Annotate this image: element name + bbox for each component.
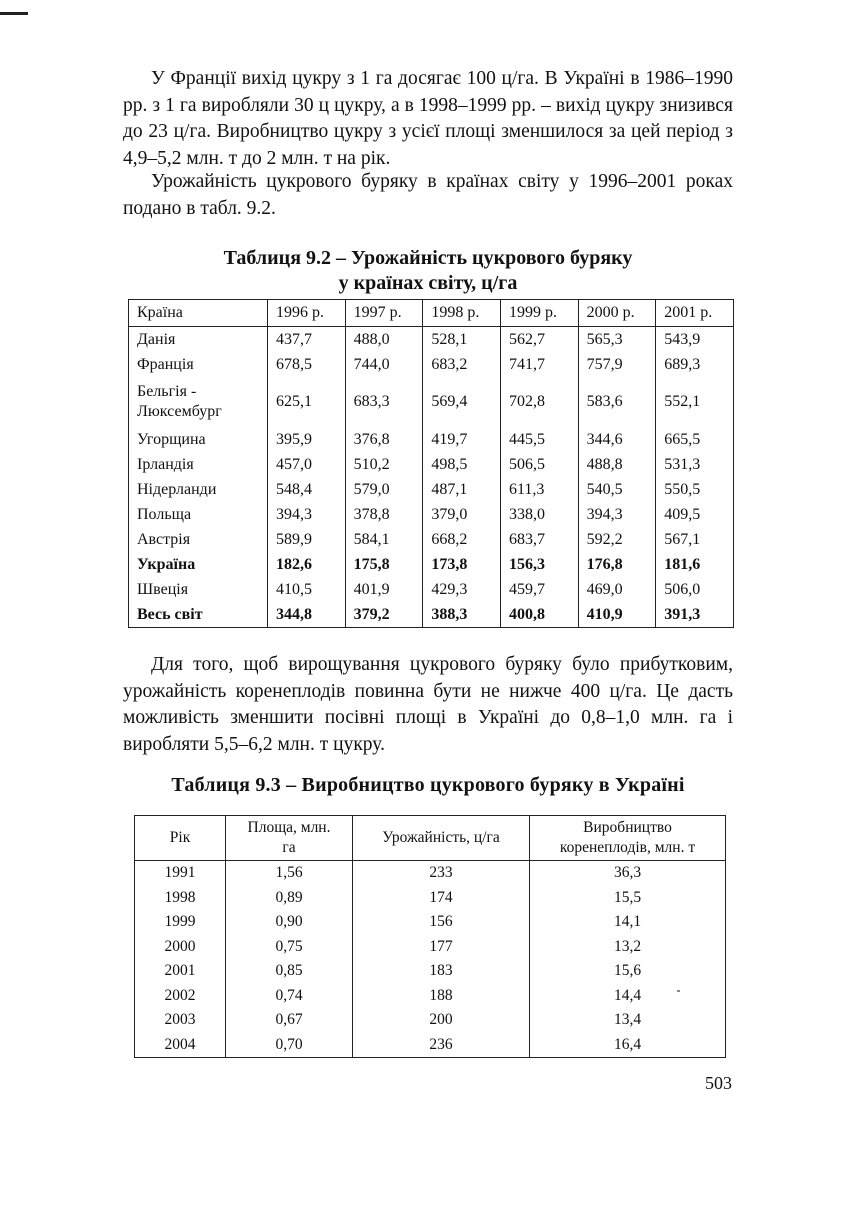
table-row [129,327,734,353]
value-cell: 683,2 [423,352,501,377]
value-cell: 376,8 [345,427,423,452]
table-row [129,477,734,502]
value-cell: 583,6 [578,377,656,427]
value-cell: 510,2 [345,452,423,477]
area-cell: 0,74 [226,984,353,1009]
value-cell: 175,8 [345,552,423,577]
value-cell: 409,5 [656,502,734,527]
header-year: Рік [135,816,226,861]
production-cell: 14,4 [530,984,726,1009]
table-9-3-ukraine-production [134,815,726,1058]
table-row-world-total [129,602,734,628]
value-cell: 683,7 [500,527,578,552]
header-country: Країна [129,300,268,327]
country-cell [129,377,268,427]
value-cell: 569,4 [423,377,501,427]
area-cell: 0,89 [226,886,353,911]
yield-cell: 188 [353,984,530,1009]
country-cell: Австрія [129,527,268,552]
value-cell: 611,3 [500,477,578,502]
table-row [135,910,726,935]
country-cell: Україна [129,552,268,577]
yield-cell: 233 [353,861,530,886]
value-cell: 678,5 [268,352,346,377]
value-cell: 543,9 [656,327,734,353]
country-cell: Весь світ [129,602,268,628]
paragraph-profitability: Для того, щоб вирощування цукрового буряку було прибутковим, урожайність коренеплодів повинна бути не нижче 400 ц/га. Це дасть можливість зменшити посівні площі в Україні до 0,8–1,0 млн. га і виробляти 5,5–6,2 млн. т цукру. [123,654,733,755]
value-cell: 394,3 [578,502,656,527]
value-cell: 395,9 [268,427,346,452]
value-cell: 702,8 [500,377,578,427]
country-cell: Франція [129,352,268,377]
table-header-row [129,300,734,327]
yield-cell: 177 [353,935,530,960]
table-row [135,886,726,911]
table-row [129,502,734,527]
value-cell: 379,0 [423,502,501,527]
country-line-1: Бельгія - [137,383,197,400]
value-cell: 410,9 [578,602,656,628]
table-row [135,935,726,960]
value-cell: 394,3 [268,502,346,527]
production-cell: 16,4 [530,1033,726,1058]
value-cell: 156,3 [500,552,578,577]
table-row [135,1033,726,1058]
value-cell: 548,4 [268,477,346,502]
value-cell: 540,5 [578,477,656,502]
header-area-line-2: га [282,839,296,856]
value-cell: 552,1 [656,377,734,427]
value-cell: 173,8 [423,552,501,577]
country-cell: Ірландія [129,452,268,477]
value-cell: 401,9 [345,577,423,602]
value-cell: 391,3 [656,602,734,628]
value-cell: 579,0 [345,477,423,502]
value-cell: 668,2 [423,527,501,552]
year-cell: 1998 [135,886,226,911]
value-cell: 562,7 [500,327,578,353]
table-row [129,377,734,427]
country-cell: Нідерланди [129,477,268,502]
value-cell: 498,5 [423,452,501,477]
table-row [129,577,734,602]
value-cell: 469,0 [578,577,656,602]
area-cell: 1,56 [226,861,353,886]
value-cell: 459,7 [500,577,578,602]
header-1997: 1997 р. [345,300,423,327]
header-yield: Урожайність, ц/га [353,816,530,861]
table-row [135,984,726,1009]
scan-speck [677,990,680,992]
area-cell: 0,75 [226,935,353,960]
table-header-row [135,816,726,861]
table-row [129,427,734,452]
value-cell: 531,3 [656,452,734,477]
production-cell: 15,5 [530,886,726,911]
header-production-line-2: коренеплодів, млн. т [559,839,696,856]
header-production-line-1: Виробництво [583,819,672,836]
header-area [226,816,353,861]
production-cell: 13,4 [530,1008,726,1033]
value-cell: 379,2 [345,602,423,628]
value-cell: 445,5 [500,427,578,452]
caption-line-2: у країнах світу, ц/га [338,272,518,294]
value-cell: 506,0 [656,577,734,602]
value-cell: 410,5 [268,577,346,602]
yield-cell: 200 [353,1008,530,1033]
country-cell: Угорщина [129,427,268,452]
year-cell: 2001 [135,959,226,984]
value-cell: 665,5 [656,427,734,452]
header-1999: 1999 р. [500,300,578,327]
year-cell: 2003 [135,1008,226,1033]
table-row [129,352,734,377]
value-cell: 592,2 [578,527,656,552]
value-cell: 181,6 [656,552,734,577]
value-cell: 589,9 [268,527,346,552]
header-area-line-1: Площа, млн. [247,819,331,836]
country-cell: Швеція [129,577,268,602]
page-number: 503 [705,1073,732,1093]
value-cell: 528,1 [423,327,501,353]
production-cell: 36,3 [530,861,726,886]
table-row [135,1008,726,1033]
table-9-2-yield-by-country [128,299,734,628]
value-cell: 488,8 [578,452,656,477]
year-cell: 2000 [135,935,226,960]
header-2001: 2001 р. [656,300,734,327]
table-row [135,959,726,984]
caption-line-1: Таблиця 9.2 – Урожайність цукрового буряку [223,247,633,269]
table-9-2-caption [123,246,733,296]
area-cell: 0,90 [226,910,353,935]
year-cell: 2004 [135,1033,226,1058]
yield-cell: 174 [353,886,530,911]
value-cell: 487,1 [423,477,501,502]
header-2000: 2000 р. [578,300,656,327]
value-cell: 689,3 [656,352,734,377]
value-cell: 429,3 [423,577,501,602]
yield-cell: 183 [353,959,530,984]
paragraph-table-reference: Урожайність цукрового буряку в країнах світу у 1996–2001 роках подано в табл. 9.2. [123,171,733,219]
table-row-ukraine [129,552,734,577]
header-1998: 1998 р. [423,300,501,327]
value-cell: 488,0 [345,327,423,353]
production-cell: 14,1 [530,910,726,935]
table-row [129,527,734,552]
value-cell: 378,8 [345,502,423,527]
value-cell: 565,3 [578,327,656,353]
paragraph-france-sugar-yield: У Франції вихід цукру з 1 га досягає 100 ц/га. В Україні в 1986–1990 рр. з 1 га виробляли 30 ц цукру, а в 1998–1999 рр. – вихід цукру знизився до 23 ц/га. Виробництво цукру з усієї площі зменшилося за цей період з 4,9–5,2 млн. т до 2 млн. т на рік. [123,68,733,169]
value-cell: 344,6 [578,427,656,452]
year-cell: 1999 [135,910,226,935]
value-cell: 344,8 [268,602,346,628]
value-cell: 419,7 [423,427,501,452]
country-line-2: Люксембург [137,403,222,420]
header-production [530,816,726,861]
value-cell: 683,3 [345,377,423,427]
value-cell: 741,7 [500,352,578,377]
country-cell: Данія [129,327,268,353]
corner-mark [0,12,28,15]
value-cell: 744,0 [345,352,423,377]
value-cell: 400,8 [500,602,578,628]
area-cell: 0,85 [226,959,353,984]
header-1996: 1996 р. [268,300,346,327]
yield-cell: 156 [353,910,530,935]
value-cell: 757,9 [578,352,656,377]
value-cell: 338,0 [500,502,578,527]
value-cell: 182,6 [268,552,346,577]
value-cell: 550,5 [656,477,734,502]
year-cell: 2002 [135,984,226,1009]
production-cell: 13,2 [530,935,726,960]
table-row [135,861,726,886]
production-cell: 15,6 [530,959,726,984]
area-cell: 0,67 [226,1008,353,1033]
yield-cell: 236 [353,1033,530,1058]
table-row [129,452,734,477]
value-cell: 567,1 [656,527,734,552]
value-cell: 176,8 [578,552,656,577]
country-cell: Польща [129,502,268,527]
area-cell: 0,70 [226,1033,353,1058]
value-cell: 625,1 [268,377,346,427]
value-cell: 388,3 [423,602,501,628]
value-cell: 584,1 [345,527,423,552]
table-9-3-caption: Таблиця 9.3 – Виробництво цукрового буряку в Україні [171,774,685,796]
year-cell: 1991 [135,861,226,886]
value-cell: 506,5 [500,452,578,477]
value-cell: 437,7 [268,327,346,353]
value-cell: 457,0 [268,452,346,477]
